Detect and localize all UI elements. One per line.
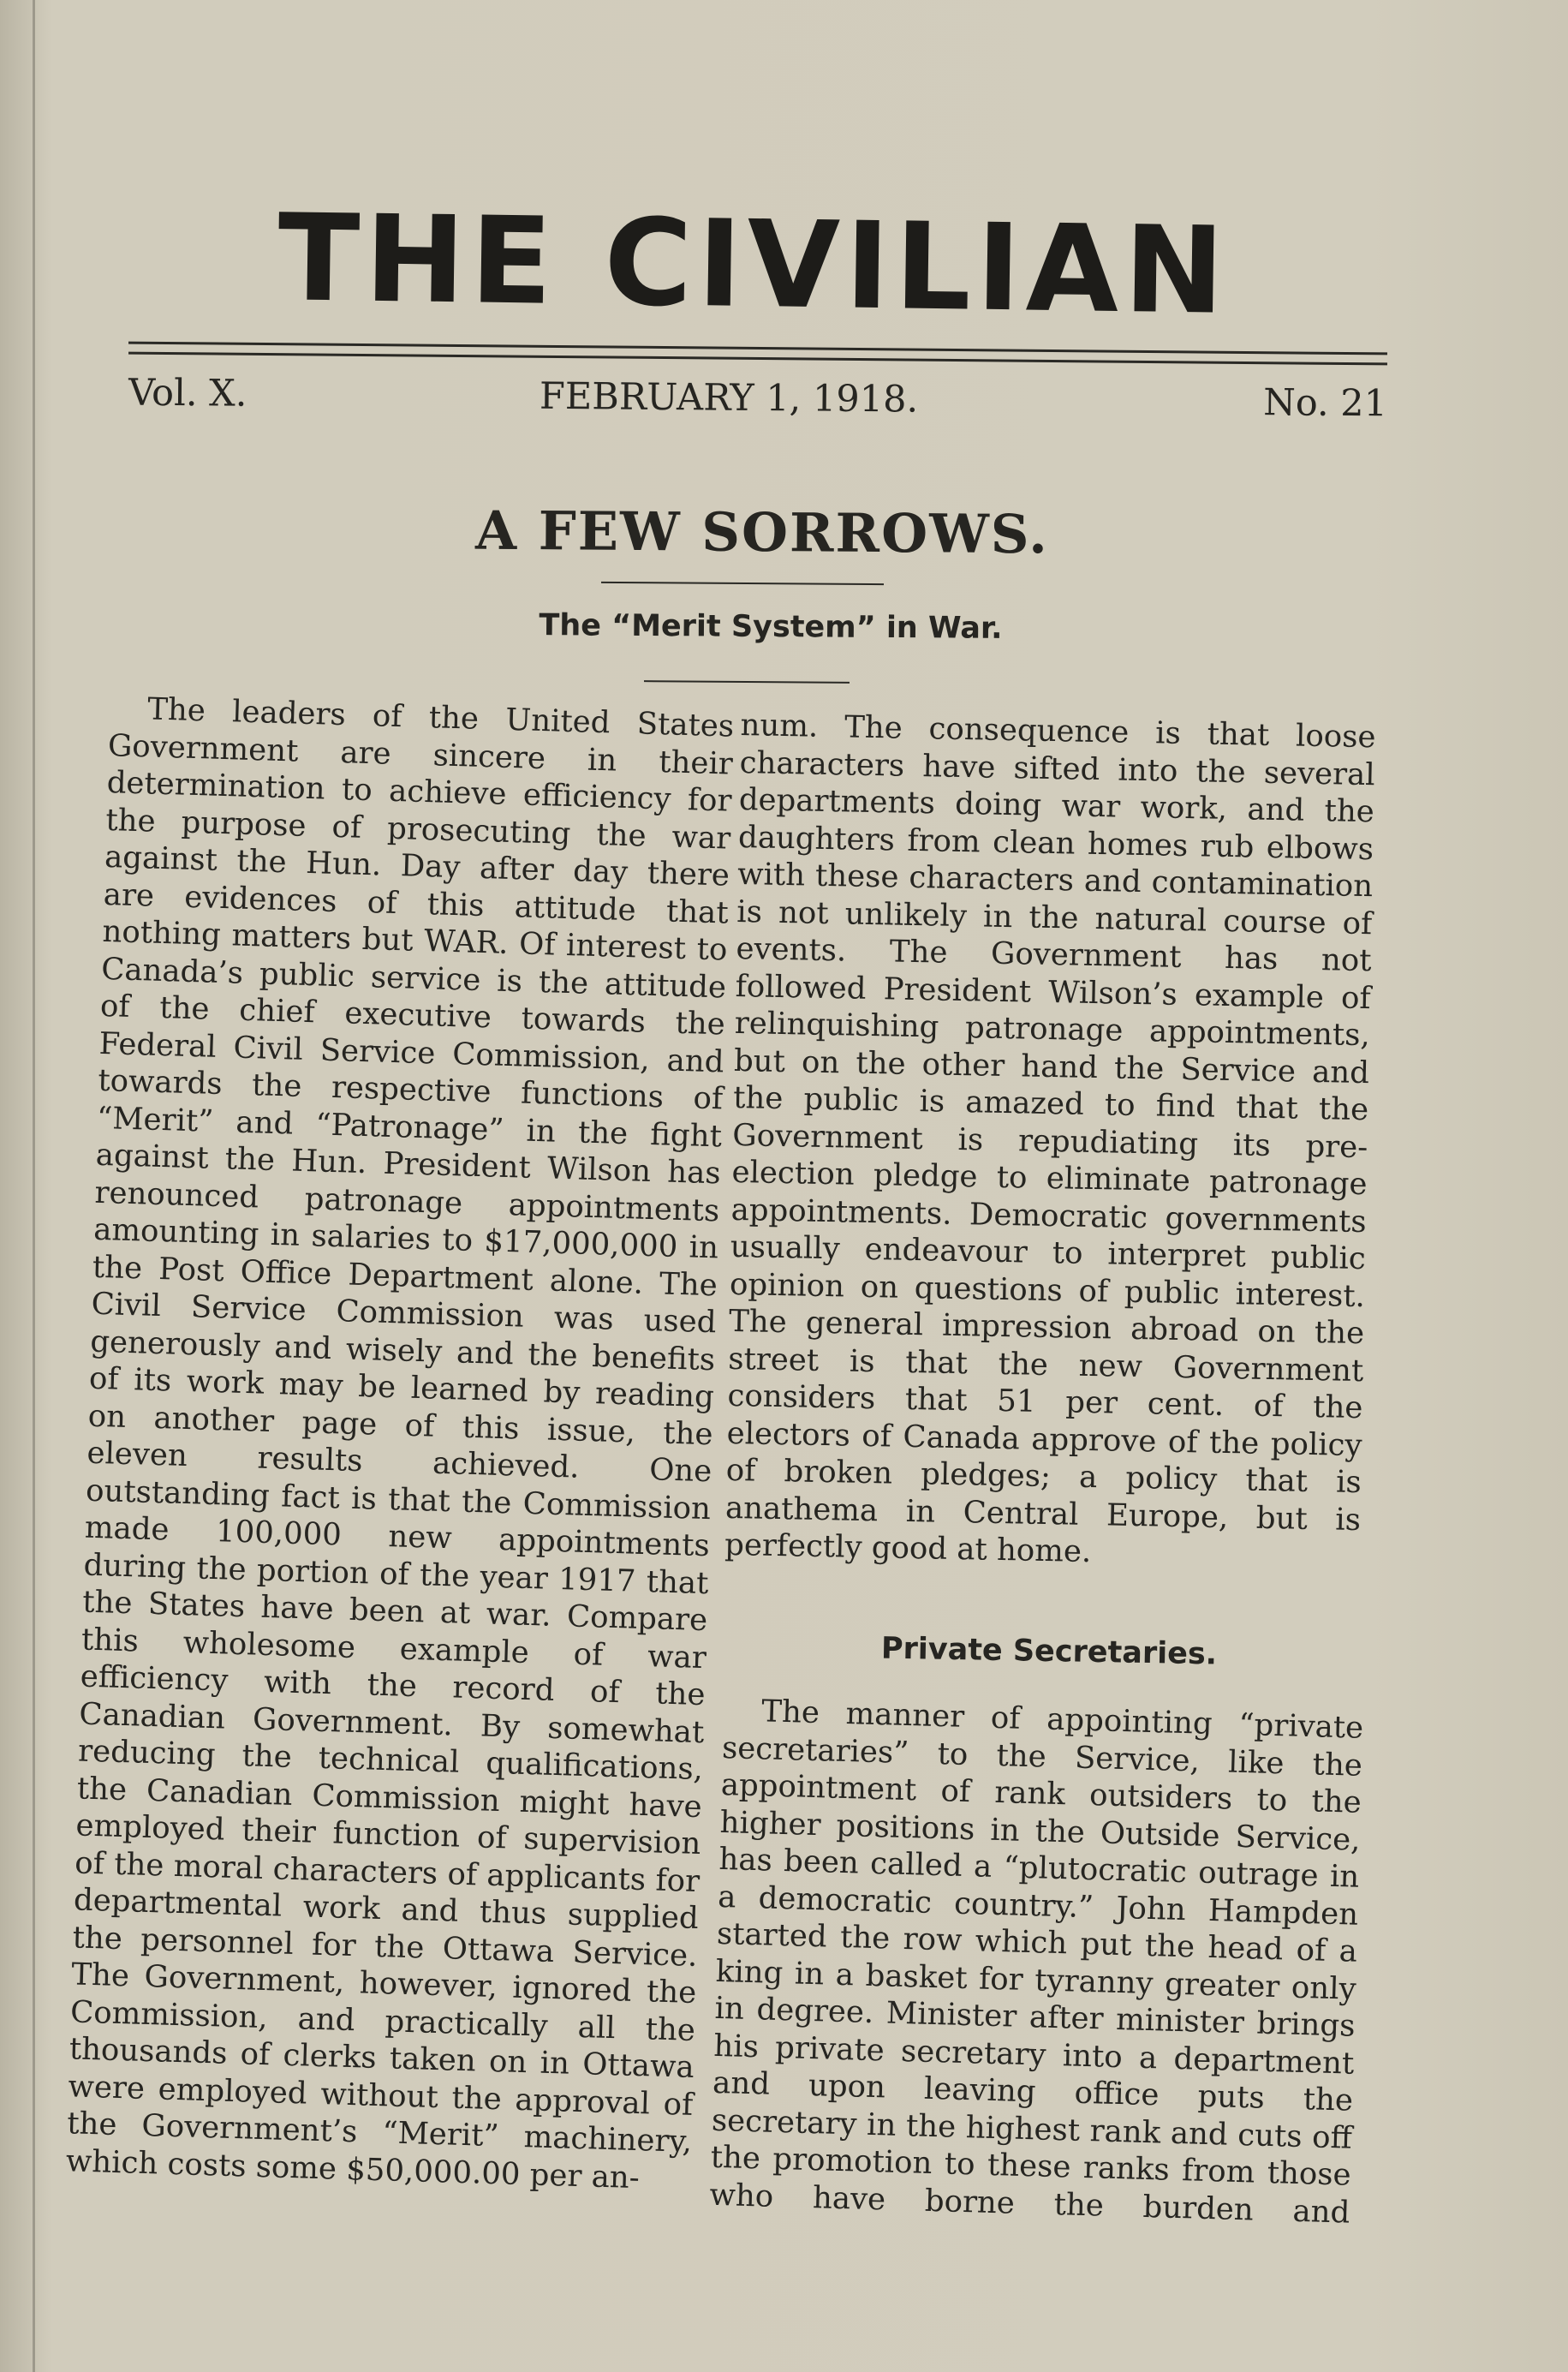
paragraph: The leaders of the United States Government are sincere in their determination to achieve efficiency for the purpose of prosecuting the war against the Hun. Day after day there are evidences of this attitude that nothing matters but WAR. Of interest to Canada’s public service is the attitude of the chief executive towards the Federal Civil Service Commission, and towards the respective functions of “Merit” and “Patronage” in the fight against the Hun. President Wilson has renounced patronage appointments amounting in salaries to $17,000,000 in the Post Office Department alone. The Civil Service Commission was used generously and wisely and the benefits of its work may be learned by reading on another page of this issue, the eleven results achieved. One outstanding fact is that the Commission made 100,000 new appointments during the portion of the year 1917 that the States have been at war. Compare this wholesome example of war efficiency with the record of the Canadian Government. By somewhat reducing the technical qualifications, the Canadian Commission might have employed their function of supervision of the moral characters of applicants for departmental work and thus supplied the personnel for the Ottawa Service. The Government, however, ignored the Commission, and practically all the thousands of clerks taken on in Ottawa were employed without the approval of the Government’s “Merit” machinery, which costs some $50,000.00 per an- — [65, 691, 735, 2196]
paragraph: num. The consequence is that loose characters have sifted into the several departments doing war work, and the daughters from clean homes rub elbows with these characters and contamination is not unlikely in the natural course of events. The Government has not followed President Wilson’s example of relinquishing patronage appointments, but on the other hand the Service and the public is amazed to find that the Government is repudiating its pre-election pledge to eliminate patronage appointments. Democratic governments usually endeavour to interpret public opinion on questions of public interest. The general impression abroad on the street is that the new Government considers that 51 per cent. of the electors of Canada approve of the policy of broken pledges; a policy that is anathema in Central Europe, but is perfectly good at home. — [724, 707, 1376, 1570]
section-heading: Private Secretaries. — [880, 1631, 1218, 1672]
masthead: THE CIVILIAN — [277, 188, 1231, 342]
volume-label: Vol. X. — [128, 371, 247, 415]
article-column-right — [724, 707, 1376, 1576]
issue-number: No. 21 — [1262, 381, 1388, 426]
masthead-rule-bottom — [128, 352, 1387, 366]
dateline — [128, 372, 1387, 434]
article-subhead: The “Merit System” in War. — [539, 608, 1003, 646]
headline-divider — [601, 582, 884, 585]
page-binding-edge — [33, 0, 35, 2372]
article-headline: A FEW SORROWS. — [474, 499, 1050, 566]
subhead-divider — [644, 680, 850, 684]
paragraph: The manner of appointing “private secretaries” to the Service, like the appointment of rank outsiders to the higher positions in the Outside Service, has been called a “plutocratic outrage in a democratic country.” John Hampden started the row which put the head of a king in a basket for tyranny greater only in degree. Minister after minister brings his private secretary into a department and upon leaving office puts the secretary in the highest rank and cuts off the promotion to these ranks from those who have borne the burden and — [709, 1694, 1364, 2231]
issue-date: FEBRUARY 1, 1918. — [539, 374, 919, 421]
article-column-left — [65, 690, 734, 2198]
article-column-right-continued — [709, 1692, 1364, 2232]
